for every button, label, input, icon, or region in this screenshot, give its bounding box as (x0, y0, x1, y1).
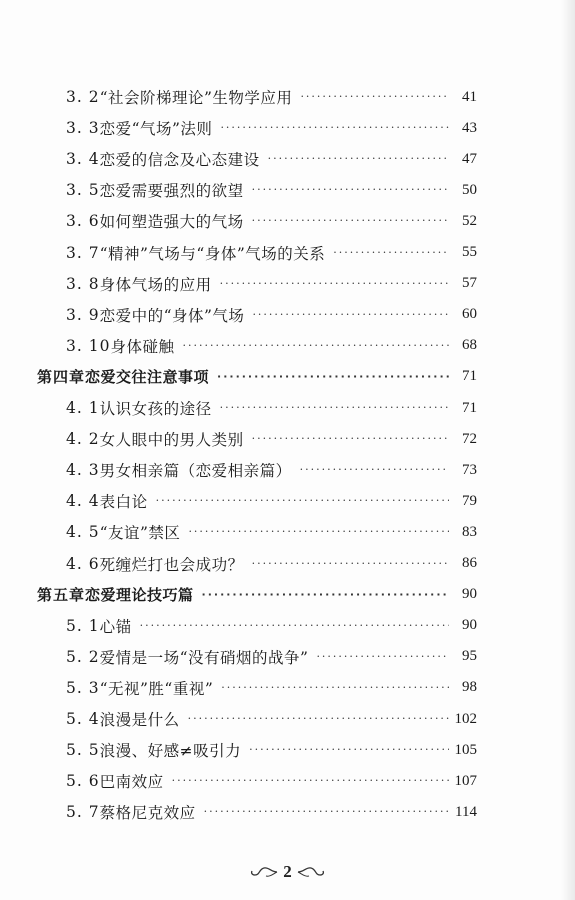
toc-entry-page: 60 (462, 306, 477, 323)
toc-entry-page: 90 (462, 617, 477, 634)
toc-entry-number: 5. 6 (66, 772, 100, 791)
toc-entry-title: 认识女孩的途径 (99, 400, 212, 418)
toc-entry-title: 恋爱理论技巧篇 (85, 586, 194, 605)
toc-entry-page: 43 (462, 119, 477, 136)
toc-entry-number: 5. 7 (66, 803, 100, 822)
toc-entry-number: 5. 5 (66, 741, 100, 760)
toc-section-entry[interactable] (66, 458, 477, 482)
toc-entry-number: 5. 4 (66, 710, 100, 728)
toc-entry-page: 50 (462, 181, 477, 198)
toc-entry-title: 死缠烂打也会成功？ (99, 555, 244, 574)
toc-entry-number: 3. 3 (66, 119, 100, 138)
toc-dot-leader (204, 800, 449, 824)
toc-section-entry[interactable] (66, 427, 477, 451)
toc-dot-leader (140, 614, 449, 638)
toc-chapter-entry[interactable] (37, 583, 477, 607)
toc-entry-number: 5. 1 (66, 616, 100, 635)
toc-entry-number: 4. 3 (66, 461, 100, 480)
toc-dot-leader (333, 241, 449, 265)
toc-section-entry[interactable] (66, 272, 477, 296)
page-spine-shadow (561, 0, 575, 900)
toc-entry-number: 4. 1 (66, 399, 100, 417)
toc-entry-title: 表白论 (99, 493, 148, 512)
toc-entry-title: 恋爱交往注意事项 (85, 368, 210, 387)
toc-dot-leader (220, 396, 449, 420)
toc-entry-number: 3. 6 (66, 212, 100, 231)
toc-entry-title: 爱情是一场“没有硝烟的战争” (99, 648, 309, 667)
toc-section-entry[interactable] (66, 676, 477, 700)
toc-entry-title: 心锚 (99, 617, 132, 636)
toc-entry-number: 3. 2 (66, 88, 100, 106)
toc-section-entry[interactable] (66, 85, 477, 109)
toc-entry-page: 79 (462, 492, 477, 509)
toc-dot-leader (188, 707, 449, 731)
toc-entry-page: 98 (462, 679, 477, 696)
toc-entry-title: 男女相亲篇（恋爱相亲篇） (99, 462, 292, 481)
toc-entry-page: 52 (462, 212, 477, 229)
toc-entry-title: 恋爱中的“身体”气场 (99, 306, 245, 325)
toc-section-entry[interactable] (66, 334, 477, 358)
toc-section-entry[interactable] (66, 707, 477, 731)
right-flourish-icon (296, 865, 326, 879)
toc-entry-number: 4. 4 (66, 492, 100, 511)
toc-entry-number: 3. 5 (66, 181, 100, 200)
toc-entry-number: 3. 9 (66, 305, 100, 324)
toc-entry-page: 95 (462, 648, 477, 665)
toc-section-entry[interactable] (66, 396, 477, 420)
toc-dot-leader (252, 178, 449, 202)
toc-entry-number: 4. 6 (66, 554, 100, 573)
page-number: 2 (283, 862, 292, 881)
toc-entry-page: 71 (462, 368, 477, 385)
toc-entry-number: 4. 2 (66, 430, 100, 449)
toc-dot-leader (182, 334, 449, 358)
toc-dot-leader (300, 458, 449, 482)
toc-section-entry[interactable] (66, 769, 477, 793)
toc-entry-title: “无视”胜“重视” (99, 679, 214, 698)
toc-entry-page: 105 (454, 741, 477, 758)
toc-entry-page: 41 (462, 88, 477, 105)
toc-entry-number: 3. 7 (66, 243, 100, 262)
toc-entry-title: 浪漫是什么 (99, 711, 180, 729)
toc-section-entry[interactable] (66, 303, 477, 327)
toc-entry-number: 5. 3 (66, 678, 100, 697)
toc-dot-leader (252, 427, 449, 451)
toc-entry-title: 巴南效应 (99, 773, 164, 792)
toc-chapter-entry[interactable] (37, 365, 477, 389)
toc-entry-title: 女人眼中的男人类别 (99, 431, 244, 450)
toc-section-entry[interactable] (66, 116, 477, 140)
toc-dot-leader (249, 738, 449, 762)
toc-entry-page: 57 (462, 275, 477, 292)
toc-section-entry[interactable] (66, 614, 477, 638)
footer-ornament (249, 862, 326, 882)
toc-dot-leader (252, 209, 449, 233)
toc-section-entry[interactable] (66, 489, 477, 513)
toc-entry-page: 83 (462, 523, 477, 540)
toc-entry-number: 第五章 (37, 586, 86, 605)
toc-dot-leader (202, 583, 449, 607)
toc-section-entry[interactable] (66, 147, 477, 171)
toc-entry-number: 第四章 (37, 368, 86, 387)
toc-entry-title: “社会阶梯理论”生物学应用 (99, 89, 293, 107)
toc-entry-page: 114 (455, 803, 477, 820)
toc-entry-page: 71 (462, 399, 477, 416)
toc-entry-page: 86 (462, 555, 477, 571)
toc-section-entry[interactable] (66, 241, 477, 265)
toc-entry-page: 68 (462, 337, 477, 354)
toc-section-entry[interactable] (66, 738, 477, 762)
toc-dot-leader (220, 116, 449, 140)
toc-dot-leader (316, 645, 449, 669)
toc-section-entry[interactable] (66, 552, 477, 576)
page-footer (0, 862, 575, 883)
toc-dot-leader (220, 272, 449, 296)
toc-entry-page: 73 (462, 461, 477, 478)
toc-dot-leader (156, 489, 449, 513)
toc-entry-title: 恋爱需要强烈的欲望 (99, 182, 244, 201)
toc-section-entry[interactable] (66, 645, 477, 669)
toc-entry-number: 3. 8 (66, 274, 100, 293)
toc-entry-title: 浪漫、好感≠吸引力 (99, 742, 242, 761)
toc-dot-leader (217, 365, 449, 389)
toc-dot-leader (188, 520, 449, 544)
toc-section-entry[interactable] (66, 178, 477, 202)
toc-dot-leader (172, 769, 449, 793)
toc-dot-leader (252, 303, 449, 327)
toc-entry-title: “友谊”禁区 (99, 524, 181, 543)
toc-entry-number: 3. 4 (66, 150, 100, 169)
toc-entry-number: 3. 10 (66, 336, 111, 355)
left-flourish-icon (249, 865, 279, 879)
toc-entry-page: 72 (462, 430, 477, 447)
toc-entry-page: 107 (454, 772, 477, 789)
toc-entry-page: 47 (462, 150, 477, 167)
toc-section-entry[interactable] (66, 209, 477, 233)
toc-entry-page: 102 (454, 710, 477, 727)
toc-entry-title: 蔡格尼克效应 (99, 804, 196, 823)
toc-dot-leader (300, 85, 449, 109)
toc-section-entry[interactable] (66, 800, 477, 824)
toc-entry-title: 如何塑造强大的气场 (99, 213, 244, 232)
toc-dot-leader (221, 676, 449, 700)
toc-entry-title: 身体碰触 (110, 337, 175, 356)
toc-entry-title: “精神”气场与“身体”气场的关系 (99, 244, 326, 263)
toc-entry-title: 身体气场的应用 (99, 275, 212, 294)
toc-entry-number: 5. 2 (66, 647, 100, 666)
toc-section-entry[interactable] (66, 520, 477, 544)
toc-entry-page: 90 (462, 586, 477, 603)
toc-dot-leader (268, 147, 449, 171)
toc-entry-number: 4. 5 (66, 523, 100, 542)
toc-dot-leader (252, 552, 449, 576)
toc-entry-title: 恋爱“气场”法则 (99, 120, 213, 139)
toc-entry-page: 55 (462, 244, 477, 260)
toc-entry-title: 恋爱的信念及心态建设 (99, 151, 260, 170)
